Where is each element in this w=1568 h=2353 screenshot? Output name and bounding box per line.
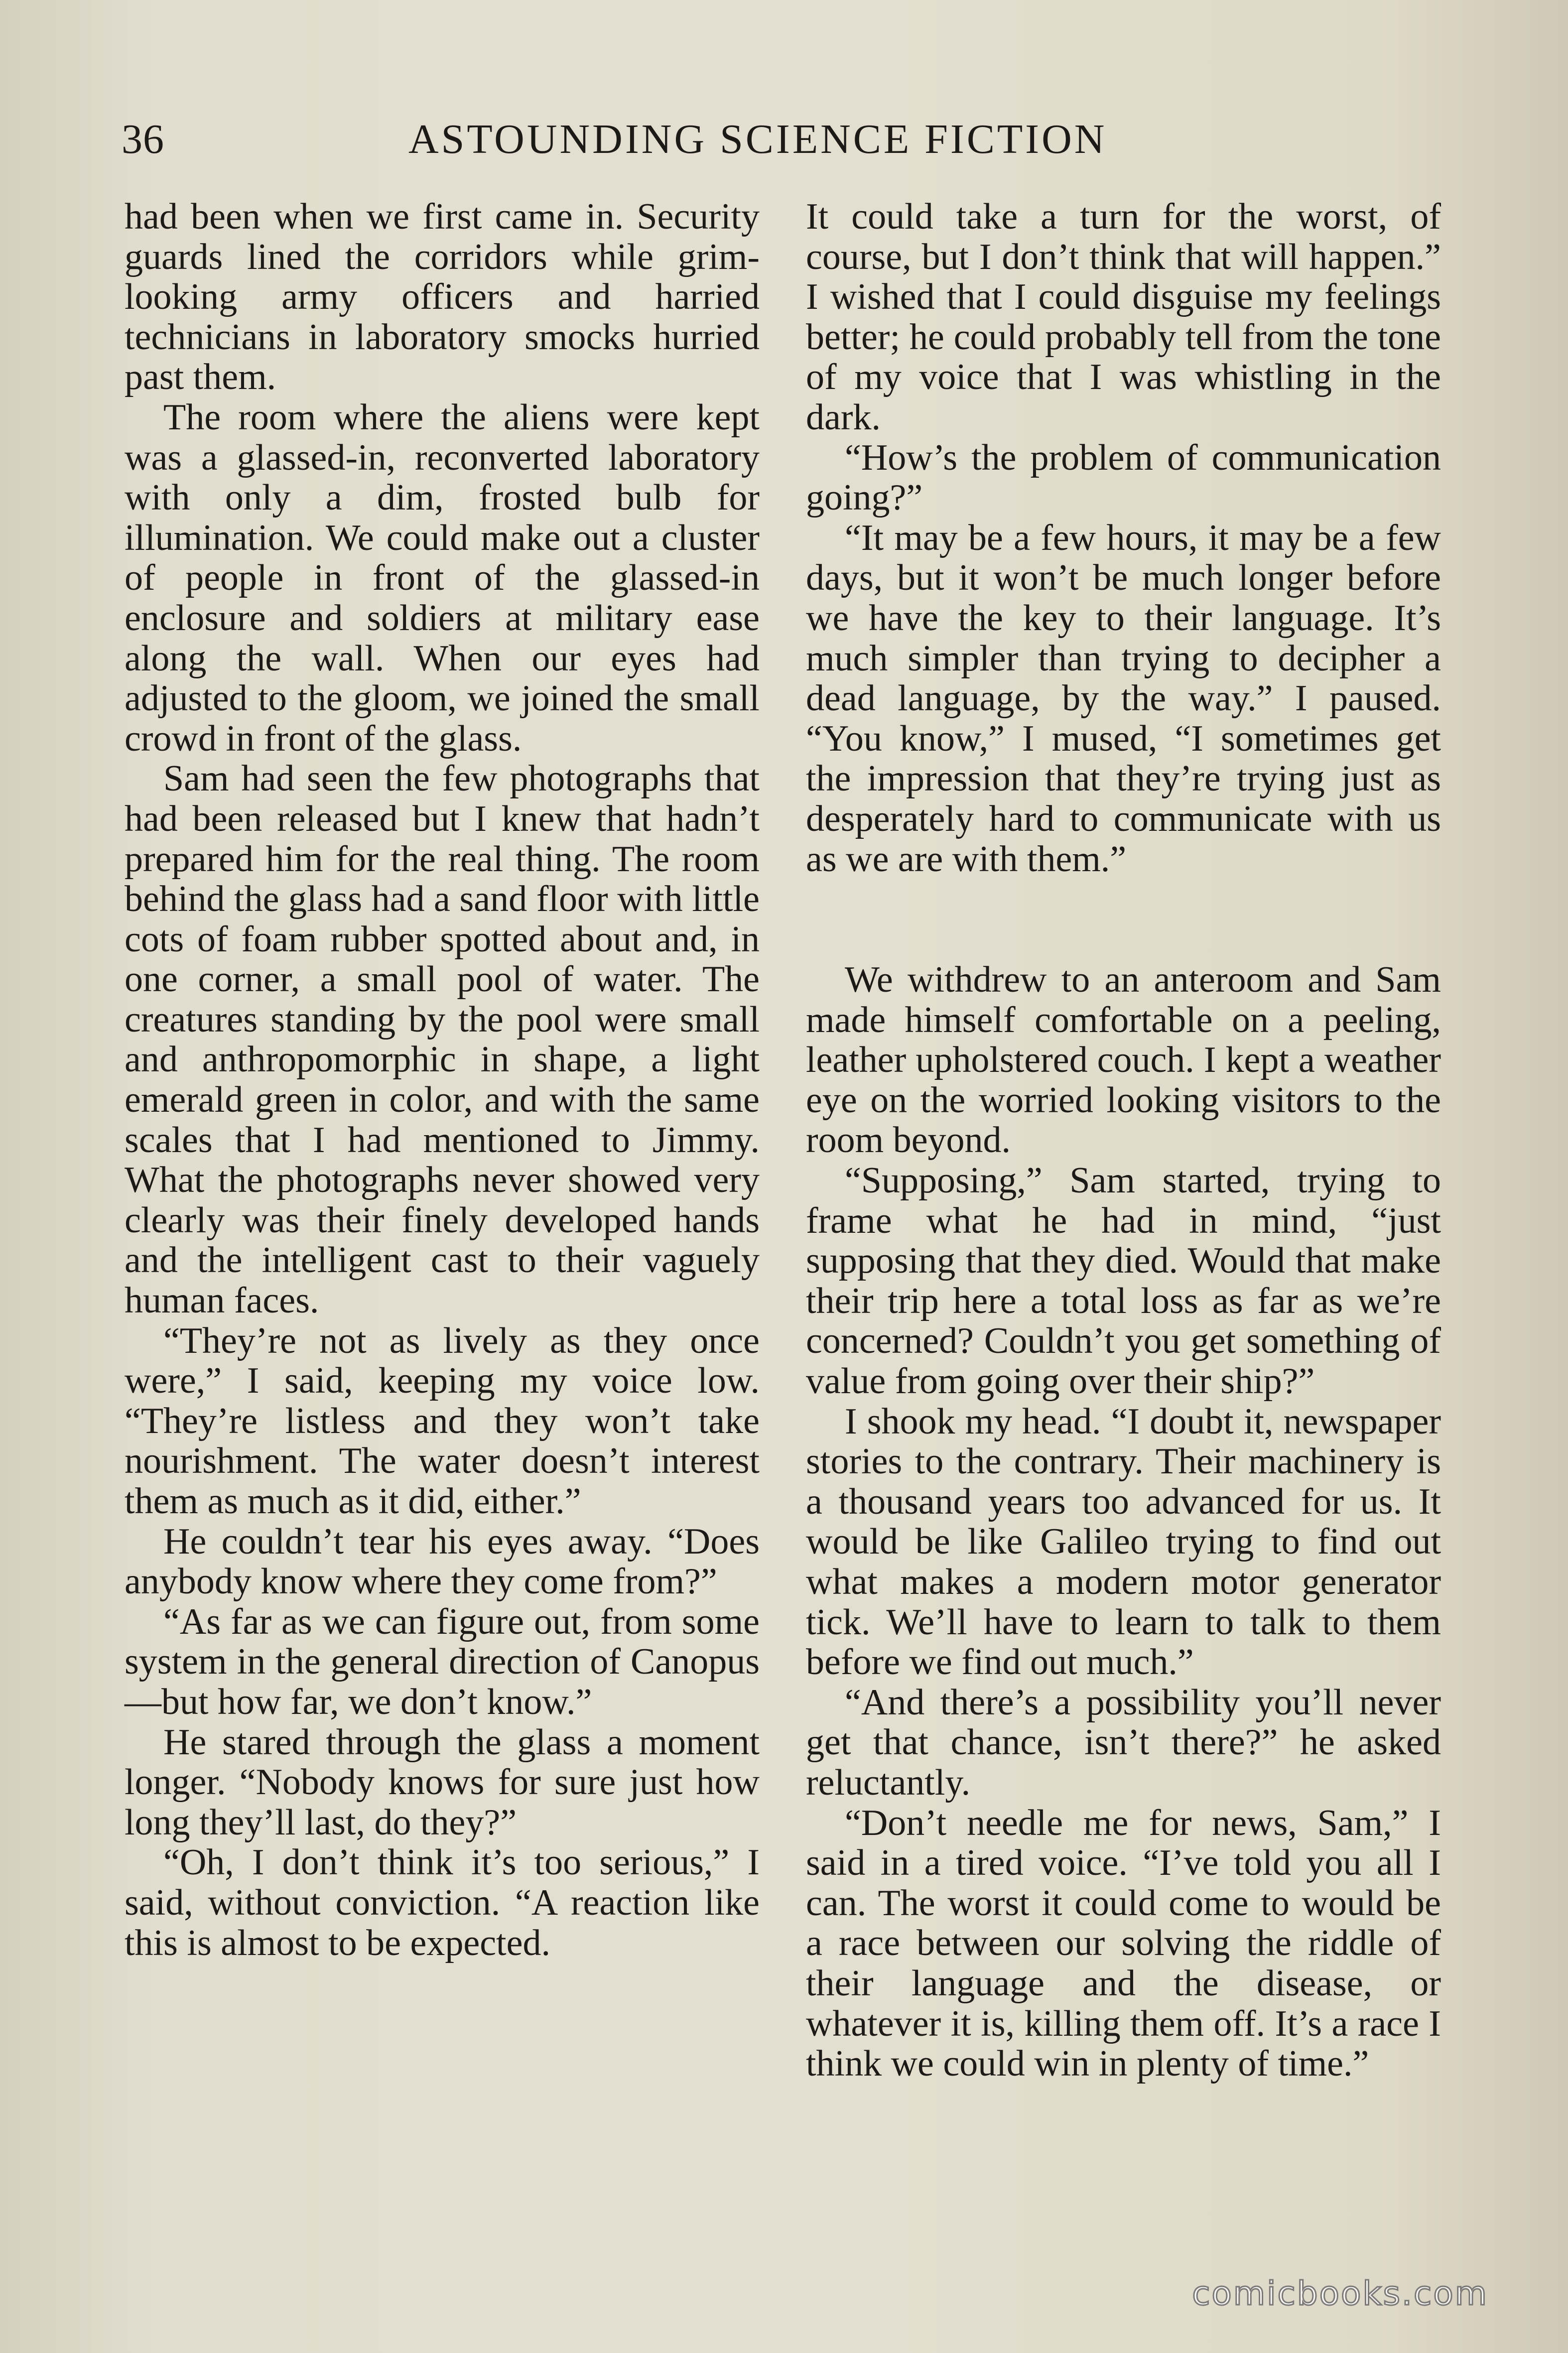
paragraph: He stared through the glass a moment longer. “Nobody knows for sure just how long they’ll last, do they?” xyxy=(125,1721,760,1843)
paragraph: “They’re not as lively as they once were,” I said, keeping my voice low. “They’re listless and they won’t take nourishment. The water doesn’t interest them as much as it did, either.” xyxy=(125,1320,760,1522)
paragraph: It could take a turn for the worst, of course, but I don’t think that will happen.” I wished that I could disguise my feelings better; he could probably tell from the tone of my voice that I was whistling in the dark. xyxy=(806,196,1441,438)
paragraph: “And there’s a possibility you’ll never get that chance, isn’t there?” he asked reluctantly. xyxy=(806,1682,1441,1803)
paragraph: had been when we first came in. Security guards lined the corridors while grim-looking army officers and harried technicians in laboratory smocks hurried past them. xyxy=(125,196,760,398)
paragraph: “It may be a few hours, it may be a few days, but it won’t be much longer before we have the key to their language. It’s much simpler than trying to decipher a dead language, by the way.” I paused. “You know,” I mused, “I sometimes get the impression that they’re trying just as desperately hard to communicate with us as we are with them.” xyxy=(806,517,1441,880)
paragraph: “Oh, I don’t think it’s too serious,” I said, without conviction. “A reaction like this is almost to be expected. xyxy=(125,1842,760,1963)
paragraph: “As far as we can figure out, from some system in the general direction of Canopus—but how far, we don’t know.” xyxy=(125,1601,760,1722)
paragraph: “How’s the problem of communication going?” xyxy=(806,437,1441,519)
paragraph: We withdrew to an anteroom and Sam made himself comfortable on a peeling, leather upholstered couch. I kept a weather eye on the worried looking visitors to the room beyond. xyxy=(806,959,1441,1161)
right-column xyxy=(806,197,1441,2084)
running-title: ASTOUNDING SCIENCE FICTION xyxy=(408,116,1107,162)
paragraph: He couldn’t tear his eyes away. “Does anybody know where they come from?” xyxy=(125,1521,760,1602)
paragraph: I shook my head. “I doubt it, newspaper stories to the contrary. Their machinery is a thousand years too advanced for us. It would be like Galileo trying to find out what makes a modern motor generator tick. We’ll have to learn to talk to them before we find out much.” xyxy=(806,1401,1441,1683)
left-column xyxy=(125,197,760,1963)
watermark: comicbooks.com xyxy=(1192,2274,1488,2313)
paragraph: “Don’t needle me for news, Sam,” I said in a tired voice. “I’ve told you all I can. The worst it could come to would be a race between our solving the riddle of their language and the disease, or whatever it is, killing them off. It’s a race I think we could win in plenty of time.” xyxy=(806,1802,1441,2085)
paragraph: The room where the aliens were kept was a glassed-in, reconverted laboratory with only a dim, frosted bulb for illumination. We could make out a cluster of people in front of the glassed-in enclosure and soldiers at military ease along the wall. When our eyes had adjusted to the gloom, we joined the small crowd in front of the glass. xyxy=(125,396,760,759)
section-break xyxy=(806,879,1441,960)
paragraph: Sam had seen the few photographs that had been released but I knew that hadn’t prepared him for the real thing. The room behind the glass had a sand floor with little cots of foam rubber spotted about and, in one corner, a small pool of water. The creatures standing by the pool were small and anthropomorphic in shape, a light emerald green in color, and with the same scales that I had mentioned to Jimmy. What the photographs never showed very clearly was their finely developed hands and the intelligent cast to their vaguely human faces. xyxy=(125,758,760,1321)
paragraph: “Supposing,” Sam started, trying to frame what he had in mind, “just supposing that they died. Would that make their trip here a total loss as far as we’re concerned? Couldn’t you get something of value from going over their ship?” xyxy=(806,1160,1441,1402)
page-number: 36 xyxy=(122,116,164,162)
